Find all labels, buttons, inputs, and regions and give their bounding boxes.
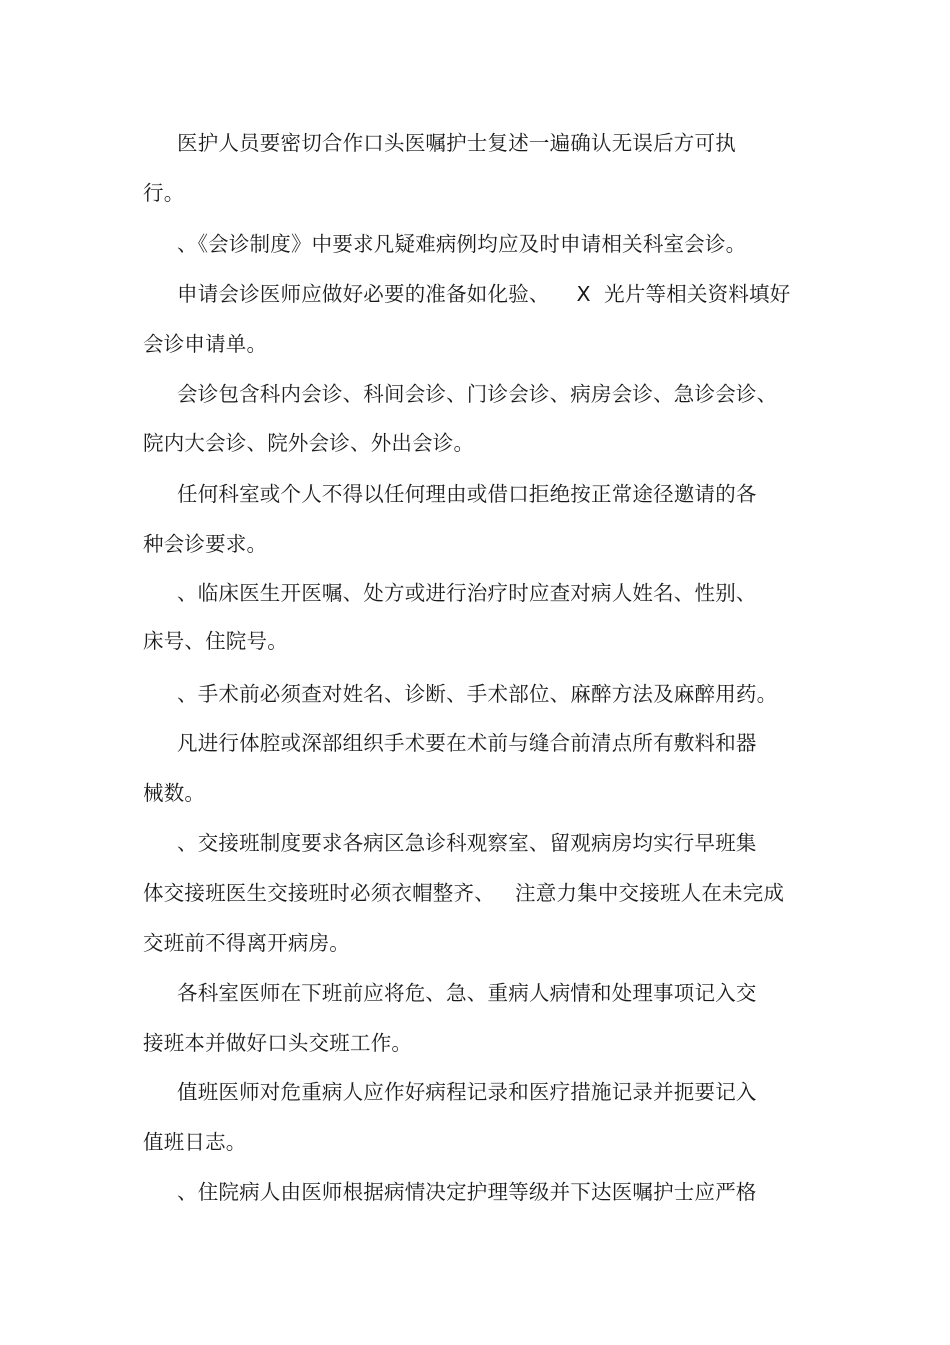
text-line: 体交接班医生交接班时必须衣帽整齐、 注意力集中交接班人在未完成	[143, 881, 785, 905]
text-line: 值班医师对危重病人应作好病程记录和医疗措施记录并扼要记入	[177, 1080, 757, 1104]
text-line: 任何科室或个人不得以任何理由或借口拒绝按正常途径邀请的各	[177, 482, 757, 506]
text-line: 种会诊要求。	[143, 532, 268, 556]
text-line: 值班日志。	[143, 1130, 247, 1154]
text-line: 行。	[143, 181, 185, 205]
text-line: 接班本并做好口头交班工作。	[143, 1031, 413, 1055]
text-line: 医护人员要密切合作口头医嘱护士复述一遍确认无误后方可执	[177, 131, 736, 155]
text-line: 凡进行体腔或深部组织手术要在术前与缝合前清点所有敷料和器	[177, 731, 757, 755]
text-line: 会诊包含科内会诊、科间会诊、门诊会诊、病房会诊、急诊会诊、	[177, 382, 778, 406]
text-line: 会诊申请单。	[143, 332, 268, 356]
text-line: 院内大会诊、院外会诊、外出会诊。	[143, 431, 475, 455]
text-line: 床号、住院号。	[143, 629, 288, 653]
text-line: 、住院病人由医师根据病情决定护理等级并下达医嘱护士应严格	[177, 1180, 757, 1204]
text-line: 、手术前必须查对姓名、诊断、手术部位、麻醉方法及麻醉用药。	[177, 682, 778, 706]
text-line: 申请会诊医师应做好必要的准备如化验、 X 光片等相关资料填好	[177, 282, 791, 306]
text-line: 、交接班制度要求各病区急诊科观察室、留观病房均实行早班集	[177, 831, 757, 855]
text-line: 交班前不得离开病房。	[143, 931, 350, 955]
text-line: 各科室医师在下班前应将危、急、重病人病情和处理事项记入交	[177, 981, 757, 1005]
text-line: 、临床医生开医嘱、处方或进行治疗时应查对病人姓名、性别、	[177, 581, 757, 605]
text-line: 械数。	[143, 781, 206, 805]
text-line: 、《会诊制度》中要求凡疑难病例均应及时申请相关科室会诊。	[177, 232, 747, 256]
